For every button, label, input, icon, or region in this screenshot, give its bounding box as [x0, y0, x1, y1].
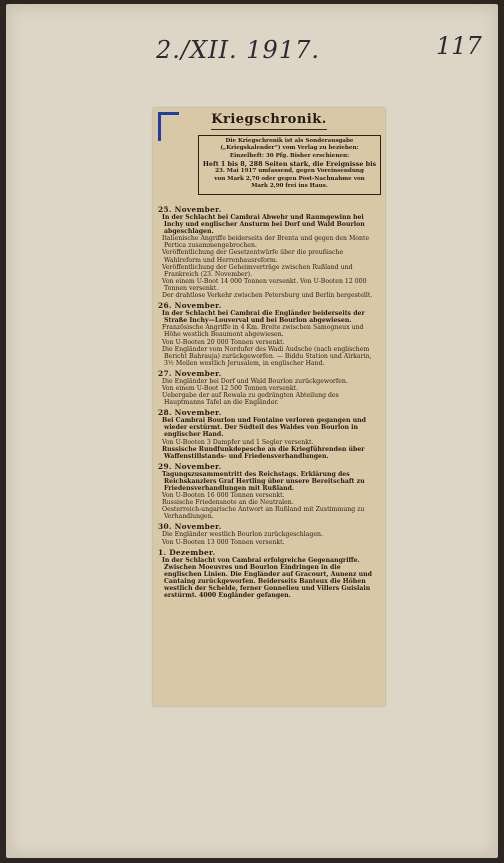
chronicle-entries — [158, 205, 380, 601]
chronicle-entry — [158, 462, 380, 521]
notice-line: Heft 1 bis 8, 288 Seiten stark, die Ereignisse bis — [202, 160, 377, 169]
entry-text: Die Engländer vom Nordufer des Wadi Audsche (nach englischem Bericht Bahrauja) zurückgeworfen. — Biddu Station und Aïrkarin, 3½ Meilen westlich Jerusalem, in englischer Hand. — [162, 345, 372, 367]
entry-text: Die Engländer bei Dorf und Wald Bourlon zurückgeworfen. — [162, 377, 348, 385]
entry-text: Die Engländer westlich Bourlon zurückgeschlagen. — [162, 531, 323, 539]
notice-line: von Mark 2,70 oder gegen Post-Nachnahme von — [214, 175, 365, 182]
chronicle-entry — [158, 369, 380, 406]
chronicle-entry — [158, 205, 380, 299]
chronicle-entry — [158, 522, 380, 545]
entry-text: Von U-Booten 20 000 Tonnen versenkt. — [162, 338, 285, 346]
chronicle-entry — [158, 548, 380, 600]
entry-date: 26. November. — [158, 301, 222, 311]
entry-date: 30. November. — [158, 522, 222, 532]
entry-text: In der Schlacht bei Cambrai die Engländer beiderseits der Straße Inchy—Louverval und bei Bourlon abgewiesen. — [162, 310, 365, 325]
entry-text: Von U-Booten 13 000 Tonnen versenkt. — [162, 538, 285, 546]
notice-line: 23. Mai 1917 umfassend, gegen Voreinsendung — [215, 168, 364, 175]
notice-box — [198, 135, 381, 195]
handwritten-date: 2./XII. 1917. — [156, 36, 320, 64]
entry-text: In der Schlacht bei Cambrai Abwehr und Raumgewinn bei Inchy und englischer Ansturm bei Dorf und Wald Bourlon abgeschlagen. — [162, 214, 365, 236]
entry-text: Oesterreich-ungarische Antwort an Rußland mit Zustimmung zu Verhandlungen. — [162, 506, 365, 521]
entry-date: 25. November. — [158, 205, 222, 214]
entry-text: Italienische Angriffe beiderseits der Brenta und gegen den Monte Pertica zusammengebrochen. — [162, 235, 370, 250]
notice-line: („Kriegskalender“) vom Verlag zu beziehen: — [220, 145, 359, 152]
notice-line: Mark 2,90 frei ins Haus. — [251, 183, 328, 190]
entry-text: Von U-Booten 16 000 Tonnen versenkt. — [162, 492, 285, 500]
notice-line: Einzelheft: 30 Pfg. Bisher erschienen: — [229, 152, 350, 159]
handwritten-number: 117 — [436, 32, 482, 60]
entry-date: 28. November. — [158, 408, 222, 418]
entry-date: 27. November. — [158, 368, 222, 378]
entry-text: Französische Angriffe in 4 Km. Breite zwischen Samogneux und Höhe westlich Beaumont abgewiesen. — [162, 324, 364, 339]
entry-text: Veröffentlichung der Gesetzentwürfe über die preußische Wahlreform und Herrenhausreform. — [162, 249, 344, 264]
newspaper-clipping — [153, 108, 385, 706]
clipping-title: Kriegschronik. — [211, 112, 327, 127]
faded-stamp — [156, 10, 386, 32]
entry-text: Russische Friedensnote an die Neutralen. — [162, 499, 294, 507]
entry-text: In der Schlacht von Cambrai erfolgreiche Gegenangriffe. Zwischen Moeuvres und Bourlon Eindringen in die englischen Linien. Die Engländer auf Gracourt, Aunenz und Cantaing zurückgeworfen. Beiderseits Banteux die Höhen westlich der Schelde, ferner Gonnelieu und Villers Guislain erstürmt. 4000 Engländer gefangen. — [162, 556, 372, 600]
notice-line: Die Kriegschronik ist als Sonderausgabe — [225, 138, 354, 144]
entry-date: 1. Dezember. — [158, 547, 216, 557]
entry-text: Russische Rundfunkdepesche an die Kriegführenden über Waffenstillstands- und Friedensverhandlungen. — [162, 445, 365, 460]
title-rule — [211, 129, 327, 130]
entry-text: Von U-Booten 3 Dampfer und 1 Segler versenkt. — [162, 438, 314, 446]
entry-text: Veröffentlichung der Geheimverträge zwischen Rußland und Frankreich (23. November). — [162, 263, 353, 278]
entry-text: Uebergabe der auf Rewala zu gedrängten Abteilung des Hauptmanns Tafel an die Engländer. — [162, 392, 339, 407]
entry-text: Der drahtlose Verkehr zwischen Petersburg und Berlin hergestellt. — [162, 292, 373, 300]
entry-text: Bei Cambrai Bourlon und Fontaine verloren gegangen und wieder erstürmt. Der Südteil des Waldes von Bourlon in englischer Hand. — [162, 417, 366, 439]
chronicle-entry — [158, 301, 380, 367]
entry-text: Tagungszusammentritt des Reichstags. Erklärung des Reichskanzlers Graf Hertling über unsere Bereitschaft zu Friedensverhandlungen mit Rußland. — [162, 470, 365, 492]
entry-text: Von einem U-Boot 12 500 Tonnen versenkt. — [162, 384, 299, 392]
archive-sheet — [6, 4, 498, 858]
chronicle-entry — [158, 408, 380, 460]
entry-date: 29. November. — [158, 461, 222, 471]
entry-text: Von einem U-Boot 14 000 Tonnen versenkt. Von U-Booten 12 000 Tonnen versenkt. — [162, 277, 367, 292]
